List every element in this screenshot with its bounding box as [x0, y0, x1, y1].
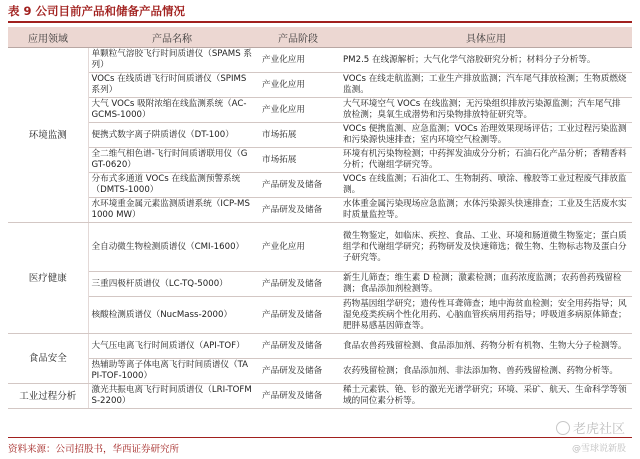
header-stage: 产品阶段: [256, 27, 340, 48]
cell-stage: 产业化应用: [256, 223, 340, 272]
cell-stage: 产品研发及储备: [256, 334, 340, 359]
header-domain: 应用领域: [8, 27, 88, 48]
table-row: [8, 48, 632, 73]
cell-application: 新生儿筛查；维生素 D 检测；激素检测；血药浓度监测；农药兽药残留检测；食品添加剂检测等。: [340, 272, 632, 297]
table-row: [8, 223, 632, 272]
cell-application: VOCs 便携监测、应急监测；VOCs 治理效果现场评估；工业过程污染监测和污染源快速排查；室内环境空气检测等。: [340, 123, 632, 148]
source-note: 资料来源：公司招股书，华西证券研究所: [8, 444, 180, 455]
table-row: [8, 384, 632, 409]
table-row: [8, 148, 632, 173]
table-row: [8, 272, 632, 297]
cell-domain: 环境监测: [8, 48, 88, 223]
cell-product-name: 全自动微生物检测质谱仪（CMI-1600）: [88, 223, 256, 272]
watermark-account: @雪球说新股: [572, 444, 627, 454]
cell-stage: 产业化应用: [256, 98, 340, 123]
cell-application: 大气环境空气 VOCs 在线监测；无污染组织排放污染源监测；汽车尾气排放检测；臭氧生成潜势和污染物排放特征研究等。: [340, 98, 632, 123]
cell-product-name: 单颗粒气溶胶飞行时间质谱仪（SPAMS 系列）: [88, 48, 256, 73]
cell-application: 水体重金属污染现场应急监测；水体污染源头快速排查；工业及生活废水实时质量监控等。: [340, 198, 632, 223]
cell-product-name: 便携式数字离子阱质谱仪（DT-100）: [88, 123, 256, 148]
cell-stage: 产品研发及储备: [256, 297, 340, 334]
footer-divider: [8, 437, 632, 438]
watermark-community: [556, 418, 625, 437]
cell-application: 环境有机污染物检测；中药挥发油成分分析；石油石化产品分析；香精香料分析；代谢组学研究等。: [340, 148, 632, 173]
tiger-logo-icon: [556, 421, 570, 435]
cell-stage: 产品研发及储备: [256, 173, 340, 198]
cell-stage: 市场拓展: [256, 148, 340, 173]
cell-application: PM2.5 在线源解析；大气化学气溶胶研究分析；材料分子分析等。: [340, 48, 632, 73]
table-row: [8, 123, 632, 148]
cell-application: 稀土元素铁、铯、钐的激光光谱学研究；环境、采矿、航天、生命科学等领域的同位素分析等。: [340, 384, 632, 409]
cell-product-name: 大气 VOCs 吸附浓缩在线监测系统（AC-GCMS-1000）: [88, 98, 256, 123]
cell-stage: 产品研发及储备: [256, 272, 340, 297]
cell-product-name: 激光共振电离飞行时间质谱仪（LRI-TOFMS-2200）: [88, 384, 256, 409]
cell-stage: 产业化应用: [256, 73, 340, 98]
cell-stage: 产业化应用: [256, 48, 340, 73]
product-table-wrapper: [8, 27, 632, 409]
cell-application: VOCs 在线走航监测；工业生产排放监测；汽车尾气排放检测；生物质燃烧监测。: [340, 73, 632, 98]
cell-domain: 医疗健康: [8, 223, 88, 334]
cell-stage: 产品研发及储备: [256, 384, 340, 409]
table-row: [8, 73, 632, 98]
cell-application: VOCs 在线监测；石油化工、生物制药、喷涂、橡胶等工业过程废气排放监测。: [340, 173, 632, 198]
cell-product-name: 水环境重金属元素监测质谱系统（ICP-MS1000 MW）: [88, 198, 256, 223]
cell-stage: 产品研发及储备: [256, 359, 340, 384]
title-divider: [8, 21, 632, 23]
watermark-text-1: 老虎社区: [573, 422, 626, 437]
cell-application: 农药残留检测；食品添加剂、非法添加物、兽药残留检测、药物分析等。: [340, 359, 632, 384]
cell-product-name: 大气压电离飞行时间质谱仪（API-TOF）: [88, 334, 256, 359]
table-header-row: [8, 27, 632, 48]
header-application: 具体应用: [340, 27, 632, 48]
product-table: [8, 27, 632, 409]
cell-domain: 工业过程分析: [8, 384, 88, 409]
cell-product-name: 三重四极杆质谱仪（LC-TQ-5000）: [88, 272, 256, 297]
cell-stage: 产品研发及储备: [256, 198, 340, 223]
table-body: [8, 48, 632, 409]
table-row: [8, 198, 632, 223]
table-row: [8, 334, 632, 359]
cell-product-name: VOCs 在线质谱飞行时间质谱仪（SPIMS 系列）: [88, 73, 256, 98]
cell-product-name: 全二维气相色谱-飞行时间质谱联用仪（GGT-0620）: [88, 148, 256, 173]
table-row: [8, 173, 632, 198]
table-row: [8, 98, 632, 123]
cell-product-name: 核酸检测质谱仪（NucMass-2000）: [88, 297, 256, 334]
cell-application: 药物基因组学研究；遗传性耳聋筛查；地中海贫血检测；安全用药指导；风湿免疫类疾病个性化用药、心脑血管疾病用药指导；呼吸道多病原体筛查；肥胖易感基因筛查等。: [340, 297, 632, 334]
cell-product-name: 热辅助等离子体电离飞行时间质谱仪（TAPI-TOF-1000）: [88, 359, 256, 384]
header-product-name: 产品名称: [88, 27, 256, 48]
cell-stage: 市场拓展: [256, 123, 340, 148]
table-row: [8, 297, 632, 334]
cell-application: 食品农兽药残留检测、食品添加剂、药物分析有机物、生物大分子检测等。: [340, 334, 632, 359]
cell-application: 微生物鉴定，如临床、疾控、食品、工业、环境和肠道微生物鉴定；蛋白质组学和代谢组学研究；药物研发及快速筛选；微生物、生物标志物及蛋白分子研究等。: [340, 223, 632, 272]
cell-domain: 食品安全: [8, 334, 88, 384]
table-row: [8, 359, 632, 384]
table-title: 表 9 公司目前产品和储备产品情况: [8, 4, 186, 18]
cell-product-name: 分布式多通道 VOCs 在线监测预警系统（DMTS-1000）: [88, 173, 256, 198]
